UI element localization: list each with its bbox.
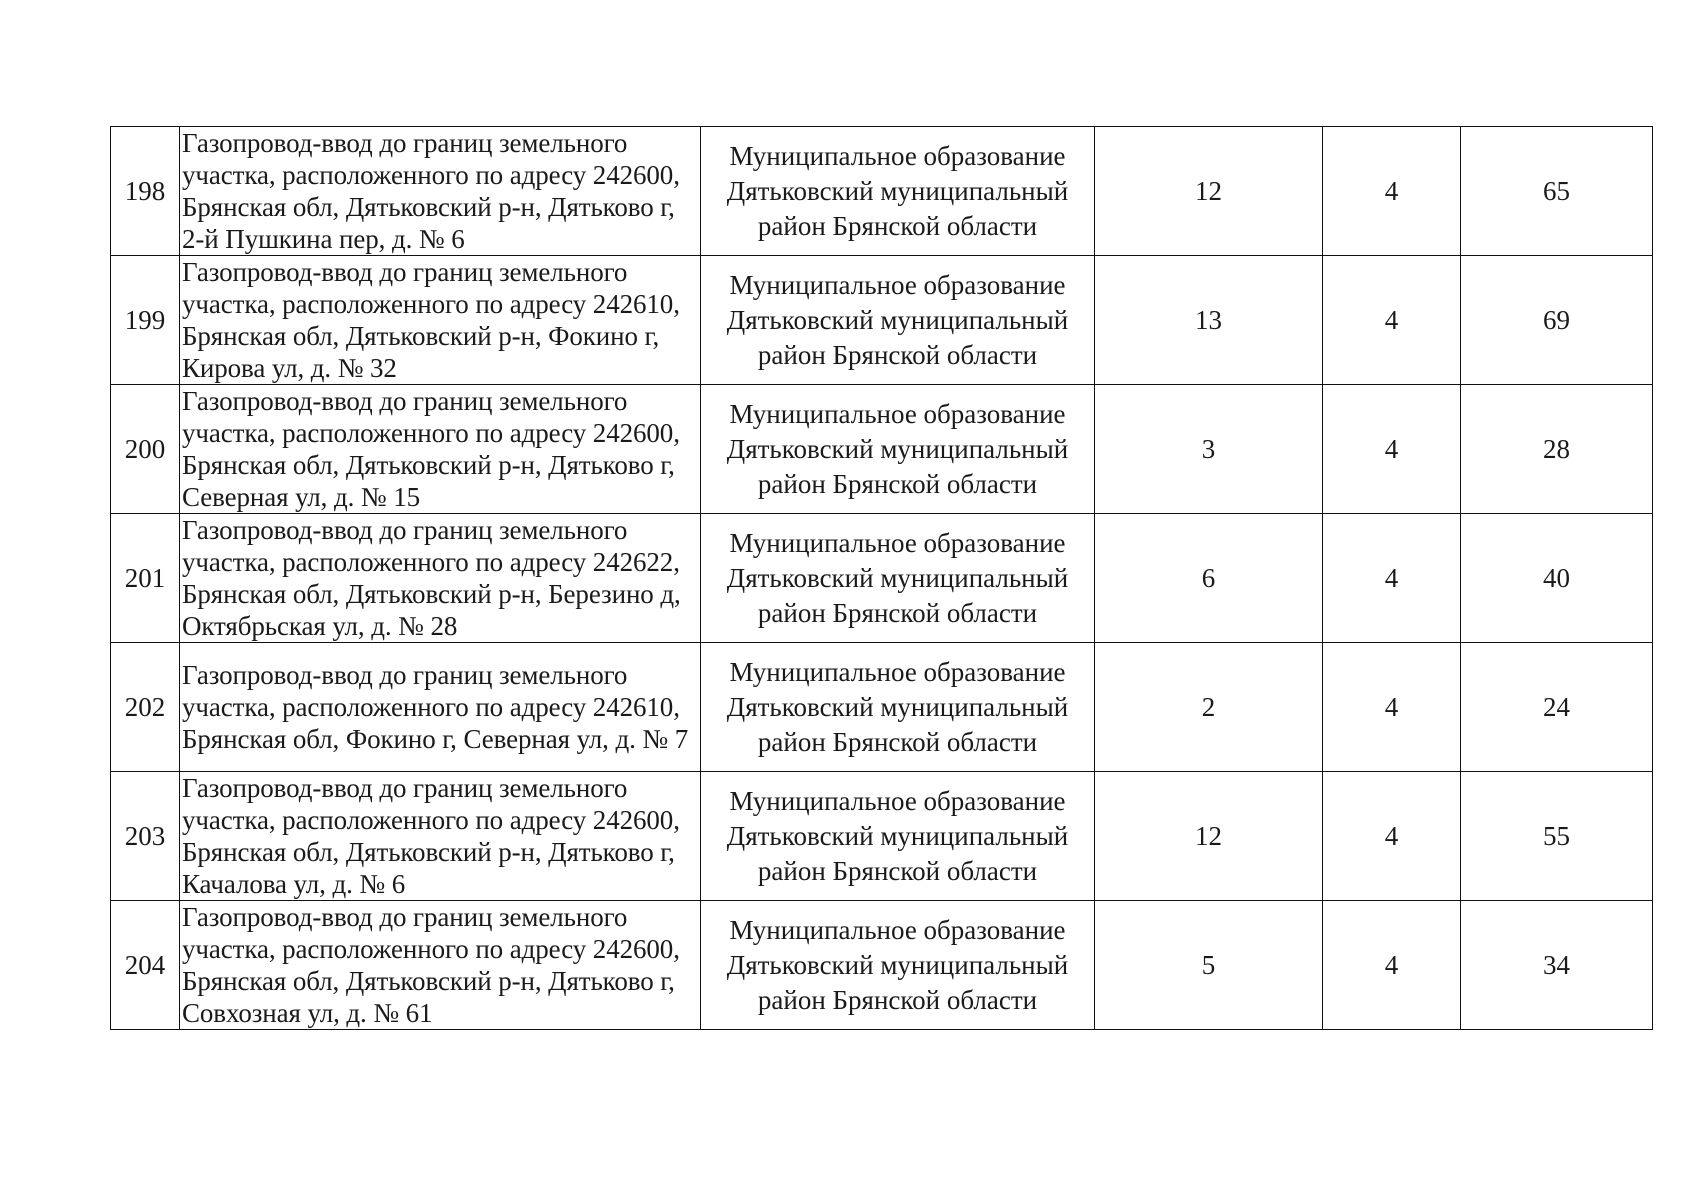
owner-cell: Муниципальное образование Дятьковский муниципальный район Брянской области	[701, 256, 1095, 385]
row-number: 198	[111, 127, 180, 256]
value-cell-col6: 28	[1461, 385, 1653, 514]
value-cell-col4: 5	[1095, 901, 1323, 1030]
row-number: 202	[111, 643, 180, 772]
row-number: 199	[111, 256, 180, 385]
value-cell-col4: 12	[1095, 772, 1323, 901]
value-cell-col4: 2	[1095, 643, 1323, 772]
row-number: 200	[111, 385, 180, 514]
object-description: Газопровод-ввод до границ земельного участка, расположенного по адресу 242622, Брянская обл, Дятьковский р-н, Березино д, Октябрьская ул, д. № 28	[180, 514, 701, 643]
value-cell-col6: 24	[1461, 643, 1653, 772]
value-cell-col5: 4	[1323, 514, 1461, 643]
owner-cell: Муниципальное образование Дятьковский муниципальный район Брянской области	[701, 127, 1095, 256]
value-cell-col5: 4	[1323, 385, 1461, 514]
value-cell-col5: 4	[1323, 256, 1461, 385]
table-row	[111, 772, 1653, 901]
registry-table	[110, 126, 1653, 1030]
value-cell-col5: 4	[1323, 901, 1461, 1030]
owner-cell: Муниципальное образование Дятьковский муниципальный район Брянской области	[701, 772, 1095, 901]
object-description: Газопровод-ввод до границ земельного участка, расположенного по адресу 242610, Брянская обл, Дятьковский р-н, Фокино г, Кирова ул, д. № 32	[180, 256, 701, 385]
value-cell-col4: 3	[1095, 385, 1323, 514]
value-cell-col6: 40	[1461, 514, 1653, 643]
table-row	[111, 643, 1653, 772]
value-cell-col5: 4	[1323, 643, 1461, 772]
object-description: Газопровод-ввод до границ земельного участка, расположенного по адресу 242600, Брянская обл, Дятьковский р-н, Дятьково г, 2-й Пушкина пер, д. № 6	[180, 127, 701, 256]
object-description: Газопровод-ввод до границ земельного участка, расположенного по адресу 242600, Брянская обл, Дятьковский р-н, Дятьково г, Совхозная ул, д. № 61	[180, 901, 701, 1030]
table-row	[111, 901, 1653, 1030]
table-row	[111, 514, 1653, 643]
table-row	[111, 127, 1653, 256]
owner-cell: Муниципальное образование Дятьковский муниципальный район Брянской области	[701, 385, 1095, 514]
value-cell-col6: 34	[1461, 901, 1653, 1030]
value-cell-col5: 4	[1323, 772, 1461, 901]
object-description: Газопровод-ввод до границ земельного участка, расположенного по адресу 242600, Брянская обл, Дятьковский р-н, Дятьково г, Северная ул, д. № 15	[180, 385, 701, 514]
value-cell-col6: 65	[1461, 127, 1653, 256]
owner-cell: Муниципальное образование Дятьковский муниципальный район Брянской области	[701, 514, 1095, 643]
value-cell-col4: 12	[1095, 127, 1323, 256]
row-number: 201	[111, 514, 180, 643]
owner-cell: Муниципальное образование Дятьковский муниципальный район Брянской области	[701, 643, 1095, 772]
value-cell-col4: 13	[1095, 256, 1323, 385]
value-cell-col6: 69	[1461, 256, 1653, 385]
value-cell-col5: 4	[1323, 127, 1461, 256]
table-row	[111, 256, 1653, 385]
owner-cell: Муниципальное образование Дятьковский муниципальный район Брянской области	[701, 901, 1095, 1030]
value-cell-col6: 55	[1461, 772, 1653, 901]
row-number: 204	[111, 901, 180, 1030]
value-cell-col4: 6	[1095, 514, 1323, 643]
object-description: Газопровод-ввод до границ земельного участка, расположенного по адресу 242600, Брянская обл, Дятьковский р-н, Дятьково г, Качалова ул, д. № 6	[180, 772, 701, 901]
row-number: 203	[111, 772, 180, 901]
table-row	[111, 385, 1653, 514]
object-description: Газопровод-ввод до границ земельного участка, расположенного по адресу 242610, Брянская обл, Фокино г, Северная ул, д. № 7	[180, 643, 701, 772]
